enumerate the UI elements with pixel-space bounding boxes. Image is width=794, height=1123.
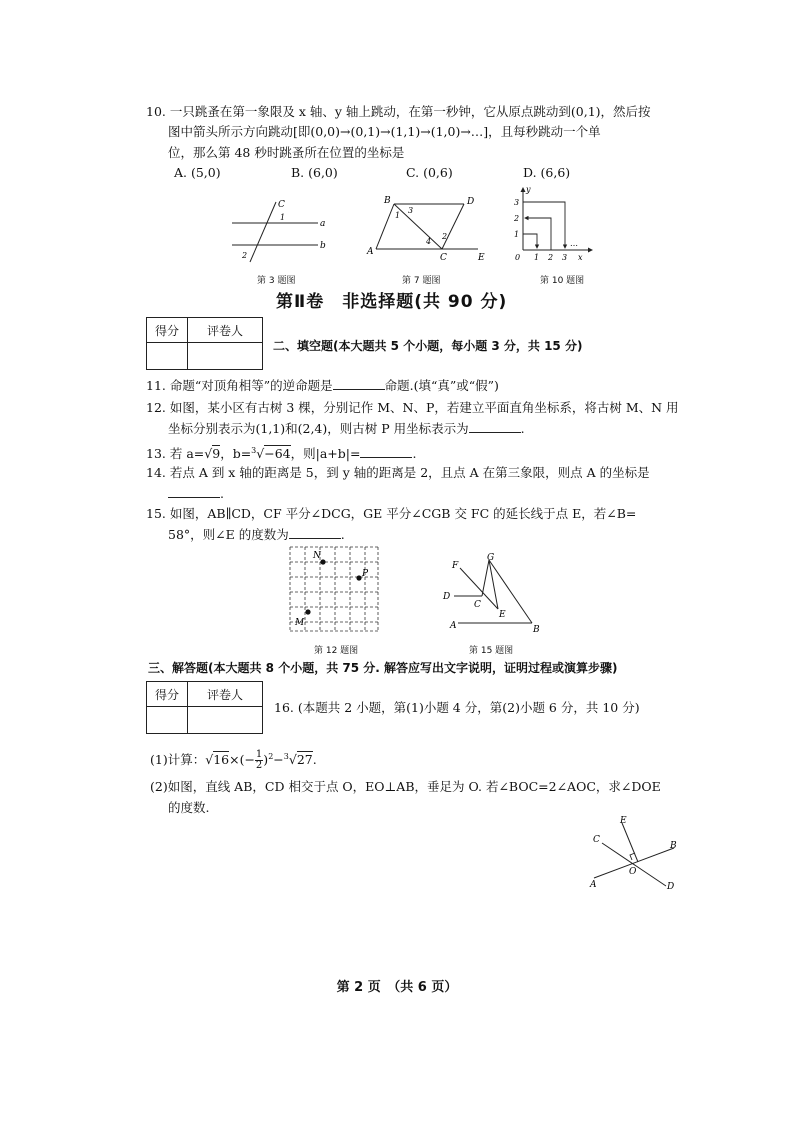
section3-title: 三、解答题(本大题共 8 个小题，共 75 分. 解答应写出文字说明，证明过程或演算步骤) <box>148 661 618 675</box>
grader-label: 评卷人 <box>188 318 263 343</box>
fig15-label-e: E <box>499 610 506 620</box>
q10-option-a: A. (5,0) <box>174 165 221 180</box>
fig7-caption: 第 7 题图 <box>402 276 441 286</box>
score-box-section2 <box>146 317 263 370</box>
score-cell[interactable] <box>147 707 188 734</box>
volume-title: 第Ⅱ卷 非选择题(共 90 分) <box>276 292 508 312</box>
fig15-label-b: B <box>533 625 540 634</box>
q10-option-c: C. (0,6) <box>406 165 453 180</box>
fig12-label-n: N <box>313 551 321 561</box>
fig7-label-b: B <box>384 196 391 206</box>
fig7-label-2: 2 <box>442 232 448 241</box>
q16-header: 16. (本题共 2 小题，第(1)小题 4 分，第(2)小题 6 分，共 10 分) <box>274 700 640 715</box>
q14-blank[interactable] <box>168 486 220 498</box>
figure-15 <box>440 552 552 634</box>
q12-blank[interactable] <box>469 421 521 433</box>
fig10-label-x: x <box>578 253 583 262</box>
q16-cube-27: 27 <box>296 752 313 768</box>
fig3-label-2: 2 <box>242 251 248 260</box>
fig10-tick-3: 3 <box>562 253 568 262</box>
page-footer: 第 2 页 （共 6 页） <box>336 980 458 995</box>
fig3-label-b: b <box>320 241 326 251</box>
q10-line1: 10. 一只跳蚤在第一象限及 x 轴、y 轴上跳动，在第一秒钟，它从原点跳动到(0,1)，然后按 <box>146 104 651 119</box>
fig10-label-2: 2 <box>514 214 520 223</box>
fig15-caption: 第 15 题图 <box>469 646 514 656</box>
fig15-label-a: A <box>450 621 457 631</box>
grader-cell[interactable] <box>188 343 263 370</box>
fig7-label-1: 1 <box>395 211 401 220</box>
grader-cell[interactable] <box>188 707 263 734</box>
fig7-label-a: A <box>367 247 374 257</box>
q15-blank[interactable] <box>289 527 341 539</box>
q16-label-o: O <box>629 867 637 877</box>
q12-line1: 12. 如图，某小区有古树 3 棵，分别记作 M、N、P，若建立平面直角坐标系，将古树 M、N 用 <box>146 400 679 415</box>
q16-fraction: $\frac{1}{2}$ <box>255 749 263 772</box>
q10-line3: 位，那么第 48 秒时跳蚤所在位置的坐标是 <box>168 145 405 160</box>
grader-label: 评卷人 <box>188 682 263 707</box>
q16-part1: (1)计算：√16×(− $\frac{1}{2}$ )$^2$−$^3$√27. <box>150 749 317 772</box>
q14-line2: . <box>168 486 224 502</box>
fig7-label-e: E <box>478 253 485 263</box>
fig10-caption: 第 10 题图 <box>540 276 585 286</box>
fig7-label-d: D <box>467 197 475 207</box>
score-label: 得分 <box>147 682 188 707</box>
fig7-label-4: 4 <box>426 237 432 246</box>
score-label: 得分 <box>147 318 188 343</box>
fig7-label-c: C <box>440 253 447 263</box>
q16-part2-line2: 的度数. <box>168 800 210 815</box>
figure-10 <box>506 184 594 268</box>
q15-line2: 58°，则∠E 的度数为 . <box>168 527 345 542</box>
figure-3 <box>226 196 336 268</box>
q16-root-16: 16 <box>213 752 230 768</box>
fig10-label-y: y <box>526 185 531 194</box>
q16-figure <box>584 814 684 896</box>
q14-line1: 14. 若点 A 到 x 轴的距离是 5，到 y 轴的距离是 2，且点 A 在第三象限，则点 A 的坐标是 <box>146 465 650 480</box>
q16-label-e: E <box>620 816 627 826</box>
figure-12 <box>288 545 380 633</box>
q10-option-d: D. (6,6) <box>523 165 571 180</box>
fig12-label-m: M <box>295 618 305 628</box>
fig3-caption: 第 3 题图 <box>257 276 296 286</box>
q16-label-a: A <box>590 880 597 890</box>
q16-part2-line1: (2)如图，直线 AB，CD 相交于点 O，EO⊥AB，垂足为 O. 若∠BOC=2∠AOC，求∠DOE <box>150 779 661 794</box>
section2-title: 二、填空题(本大题共 5 个小题，每小题 3 分，共 15 分) <box>273 339 583 353</box>
score-cell[interactable] <box>147 343 188 370</box>
q16-label-d: D <box>667 882 675 892</box>
fig12-label-p: P <box>362 569 369 579</box>
fig10-label-1: 1 <box>514 230 520 239</box>
fig3-label-1: 1 <box>280 213 286 222</box>
q16-label-b: B <box>670 841 677 851</box>
fig7-label-3: 3 <box>408 206 414 215</box>
q13-radicand-b: −64 <box>264 446 291 462</box>
fig10-tick-1: 1 <box>534 253 540 262</box>
fig10-label-3: 3 <box>514 198 520 207</box>
q10-option-b: B. (6,0) <box>291 165 338 180</box>
fig15-label-d: D <box>443 592 451 602</box>
fig3-label-c: C <box>278 200 285 210</box>
q11: 11. 命题“对顶角相等”的逆命题是 命题.(填“真”或“假”) <box>146 378 499 393</box>
score-box-section3 <box>146 681 263 734</box>
fig3-label-a: a <box>320 219 326 229</box>
fig15-label-g: G <box>487 553 495 563</box>
q10-line2: 图中箭头所示方向跳动[即(0,0)→(0,1)→(1,1)→(1,0)→…]，且每秒跳动一个单 <box>168 124 601 139</box>
q13-radicand-a: 9 <box>212 446 221 462</box>
fig15-label-f: F <box>452 561 459 571</box>
figure-7 <box>366 192 490 264</box>
q15-line1: 15. 如图，AB∥CD，CF 平分∠DCG，GE 平分∠CGB 交 FC 的延长线于点 E，若∠B= <box>146 506 637 521</box>
fig10-ellipsis: … <box>570 239 578 248</box>
q13-blank[interactable] <box>360 446 412 458</box>
q13: 13. 若 a=√9，b=$^3$√−64，则|a+b|= . <box>146 446 417 462</box>
q16-label-c: C <box>593 835 600 845</box>
fig10-tick-2: 2 <box>548 253 554 262</box>
q12-line2: 坐标分别表示为(1,1)和(2,4)，则古树 P 用坐标表示为 . <box>168 421 525 436</box>
fig10-label-0: 0 <box>515 253 521 262</box>
fig15-label-c: C <box>474 600 481 610</box>
q11-blank[interactable] <box>333 378 385 390</box>
fig12-caption: 第 12 题图 <box>314 646 359 656</box>
